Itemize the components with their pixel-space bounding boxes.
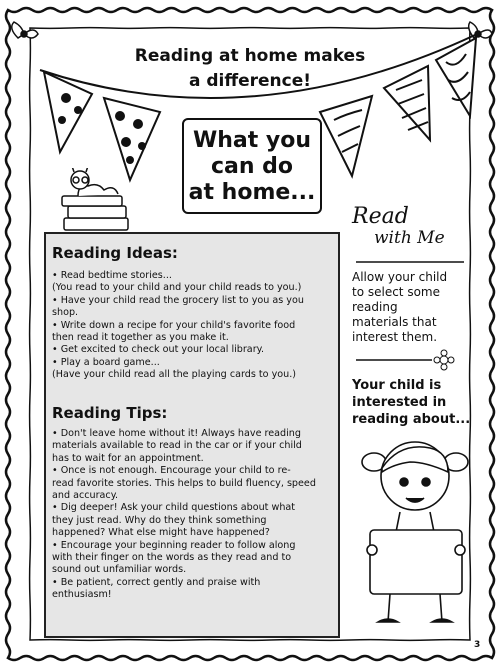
reading-ideas-heading: Reading Ideas: [52,244,178,262]
sign-line-1: What you [192,128,312,153]
reading-tip-line: • Dig deeper! Ask your child questions about what [52,502,296,514]
logo-line-2: with Me [374,228,445,248]
reading-ideas-list [52,270,336,382]
sidebar [352,258,472,428]
divider-line [352,258,468,266]
reading-idea-line: shop. [52,307,79,319]
bookworm-books-icon [58,168,138,238]
page-title [120,44,380,94]
reading-idea-line: (You read to your child and your child reads to you.) [52,282,302,294]
reading-tips-heading: Reading Tips: [52,404,168,422]
reading-tip-line: with their finger on the words as they read and to [52,552,292,564]
sidebar-bold-line: Your child is [352,378,442,393]
sign-line-2: can do [210,154,294,179]
sign-line-3: at home... [188,180,316,205]
flag-3 [320,96,372,176]
sidebar-text-line: materials that [352,315,437,329]
reading-tip-line: • Once is not enough. Encourage your child to re- [52,465,291,477]
select-materials-text [352,270,472,345]
reading-tip-line: enthusiasm! [52,589,112,601]
reading-tip-line: • Be patient, correct gently and praise with [52,576,261,588]
reading-tip-line: read favorite stories. This helps to build fluency, speed [52,477,316,489]
sidebar-bold-line: reading about... [352,412,471,427]
what-you-can-do-sign [182,118,322,214]
reading-idea-line: (Have your child read all the playing cards to you.) [52,369,296,381]
reading-tip-line: has to wait for an appointment. [52,452,204,464]
sidebar-text-line: reading [352,300,398,314]
flag-1 [44,72,92,152]
reading-idea-line: • Read bedtime stories... [52,270,172,281]
read-with-me-logo [352,206,472,254]
reading-tip-line: sound out unfamiliar words. [52,564,187,576]
reading-idea-line: • Play a board game... [52,356,160,368]
sidebar-text-line: Allow your child [352,270,448,284]
reading-tip-line: • Encourage your beginning reader to follow along [52,539,296,551]
reading-tip-line: and accuracy. [52,490,119,502]
reading-tips-list [52,428,336,602]
interest-text [352,377,472,428]
sidebar-text-line: interest them. [352,330,438,344]
reading-tip-line: materials available to read in the car or if your child [52,440,302,452]
reading-tip-line: happened? What else might have happened? [52,527,270,539]
sidebar-bold-line: interested in [352,395,447,410]
flag-4 [384,66,430,140]
girl-holding-sign-icon [360,432,472,632]
title-line-2: a difference! [188,71,312,91]
reading-idea-line: • Have your child read the grocery list to you as you [52,294,304,306]
title-line-1: Reading at home makes [134,46,366,66]
sidebar-text-line: to select some [352,285,440,299]
reading-tips-section [52,404,336,602]
page-number: 3 [474,640,481,650]
reading-idea-line: • Write down a recipe for your child's favorite food [52,319,296,331]
reading-idea-line: • Get excited to check out your local library. [52,344,264,356]
reading-tip-line: they just read. Why do they think something [52,514,267,526]
logo-line-1: Read [352,204,409,229]
flower-divider [352,349,468,371]
reading-idea-line: then read it together as you make it. [52,332,229,344]
reading-ideas-section [52,244,336,382]
reading-tip-line: • Don't leave home without it! Always have reading [52,428,301,439]
